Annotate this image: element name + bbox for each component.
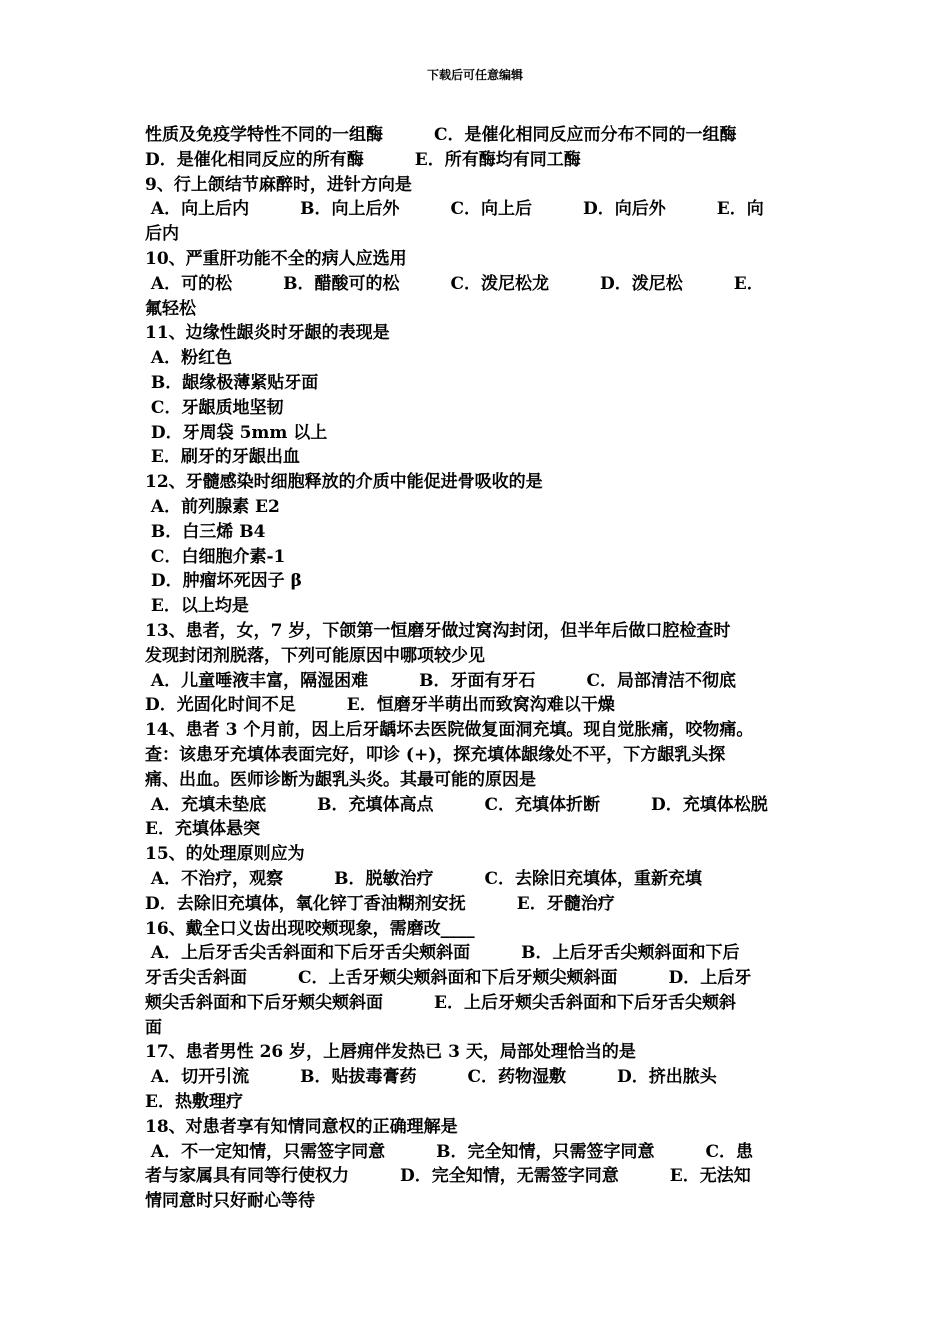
text-line: C．白细胞介素-1 bbox=[145, 546, 286, 567]
text-line: A．可的松 B．醋酸可的松 C．泼尼松龙 D．泼尼松 E． bbox=[145, 273, 764, 294]
text-line: B．白三烯 B4 bbox=[145, 521, 266, 542]
question-16: 16、戴全口义齿出现咬颊现象，需磨改____ bbox=[145, 918, 475, 939]
text-line: 情同意时只好耐心等待 bbox=[145, 1191, 315, 1212]
question-18: 18、对患者享有知情同意权的正确理解是 bbox=[145, 1116, 458, 1137]
question-17: 17、患者男性 26 岁，上唇痈伴发热已 3 天，局部处理恰当的是 bbox=[145, 1042, 636, 1063]
text-line: 性质及免疫学特性不同的一组酶 C．是催化相同反应而分布不同的一组酶 bbox=[145, 125, 737, 145]
text-line: 颊尖舌斜面和下后牙颊尖颊斜面 E．上后牙颊尖舌斜面和下后牙舌尖颊斜 bbox=[145, 992, 736, 1013]
text-line: 面 bbox=[145, 1017, 162, 1038]
text-line: 发现封闭剂脱落，下列可能原因中哪项较少见 bbox=[145, 645, 485, 666]
question-13: 13、患者，女，7 岁，下颌第一恒磨牙做过窝沟封闭，但半年后做口腔检查时 bbox=[145, 620, 731, 641]
text-line: E．充填体悬突 bbox=[145, 819, 260, 840]
text-line: A．切开引流 B．贴拔毒膏药 C．药物湿敷 D．挤出脓头 bbox=[145, 1067, 717, 1088]
text-line: D．牙周袋 5mm 以上 bbox=[145, 422, 328, 443]
text-line: A．儿童唾液丰富，隔湿困难 B．牙面有牙石 C．局部清洁不彻底 bbox=[145, 670, 737, 691]
text-line: D．去除旧充填体，氧化锌丁香油糊剂安抚 E．牙髓治疗 bbox=[145, 893, 615, 914]
text-line: D．光固化时间不足 E．恒磨牙半萌出而致窝沟难以干燥 bbox=[145, 695, 615, 716]
text-line: 后内 bbox=[145, 224, 179, 245]
text-line: A．向上后内 B．向上后外 C．向上后 D．向后外 E．向 bbox=[145, 199, 764, 220]
text-line: B．龈缘极薄紧贴牙面 bbox=[145, 372, 319, 393]
text-line: E．刷牙的牙龈出血 bbox=[145, 447, 300, 468]
text-line: A．不治疗，观察 B．脱敏治疗 C．去除旧充填体，重新充填 bbox=[145, 868, 703, 889]
page-header: 下载后可任意编辑 bbox=[426, 68, 523, 82]
text-line: 痛、出血。医师诊断为龈乳头炎。其最可能的原因是 bbox=[145, 769, 536, 790]
text-line: A．充填未垫底 B．充填体高点 C．充填体折断 D．充填体松脱 bbox=[145, 794, 768, 815]
text-line: A．上后牙舌尖舌斜面和下后牙舌尖颊斜面 B．上后牙舌尖颊斜面和下后 bbox=[145, 943, 740, 964]
text-line: 牙舌尖舌斜面 C．上舌牙颊尖颊斜面和下后牙颊尖颊斜面 D．上后牙 bbox=[145, 968, 752, 989]
text-line: 查：该患牙充填体表面完好，叩诊 (+)，探充填体龈缘处不平，下方龈乳头探 bbox=[145, 744, 726, 765]
question-15: 15、的处理原则应为 bbox=[145, 844, 305, 865]
text-line: D．是催化相同反应的所有酶 E．所有酶均有同工酶 bbox=[145, 149, 581, 170]
text-line: C．牙龈质地坚韧 bbox=[145, 397, 284, 418]
question-12: 12、牙髓感染时细胞释放的介质中能促进骨吸收的是 bbox=[145, 472, 543, 493]
text-line: E．以上均是 bbox=[145, 596, 249, 617]
question-9: 9、行上颌结节麻醉时，进针方向是 bbox=[145, 174, 412, 195]
document-body bbox=[145, 123, 810, 1214]
text-line: 者与家属具有同等行使权力 D．完全知情，无需签字同意 E．无法知 bbox=[145, 1166, 751, 1187]
text-line: D．肿瘤坏死因子 β bbox=[145, 571, 302, 592]
question-10: 10、严重肝功能不全的病人应选用 bbox=[145, 248, 407, 269]
question-14: 14、患者 3 个月前，因上后牙龋坏去医院做复面洞充填。现自觉胀痛，咬物痛。 bbox=[145, 720, 754, 741]
text-line: A．不一定知情，只需签字同意 B．完全知情，只需签字同意 C．患 bbox=[145, 1141, 754, 1162]
text-line: A．粉红色 bbox=[145, 348, 233, 369]
question-11: 11、边缘性龈炎时牙龈的表现是 bbox=[145, 323, 390, 344]
text-line: A．前列腺素 E2 bbox=[145, 496, 280, 517]
text-line: E．热敷理疗 bbox=[145, 1092, 243, 1113]
text-line: 氟轻松 bbox=[145, 298, 196, 319]
